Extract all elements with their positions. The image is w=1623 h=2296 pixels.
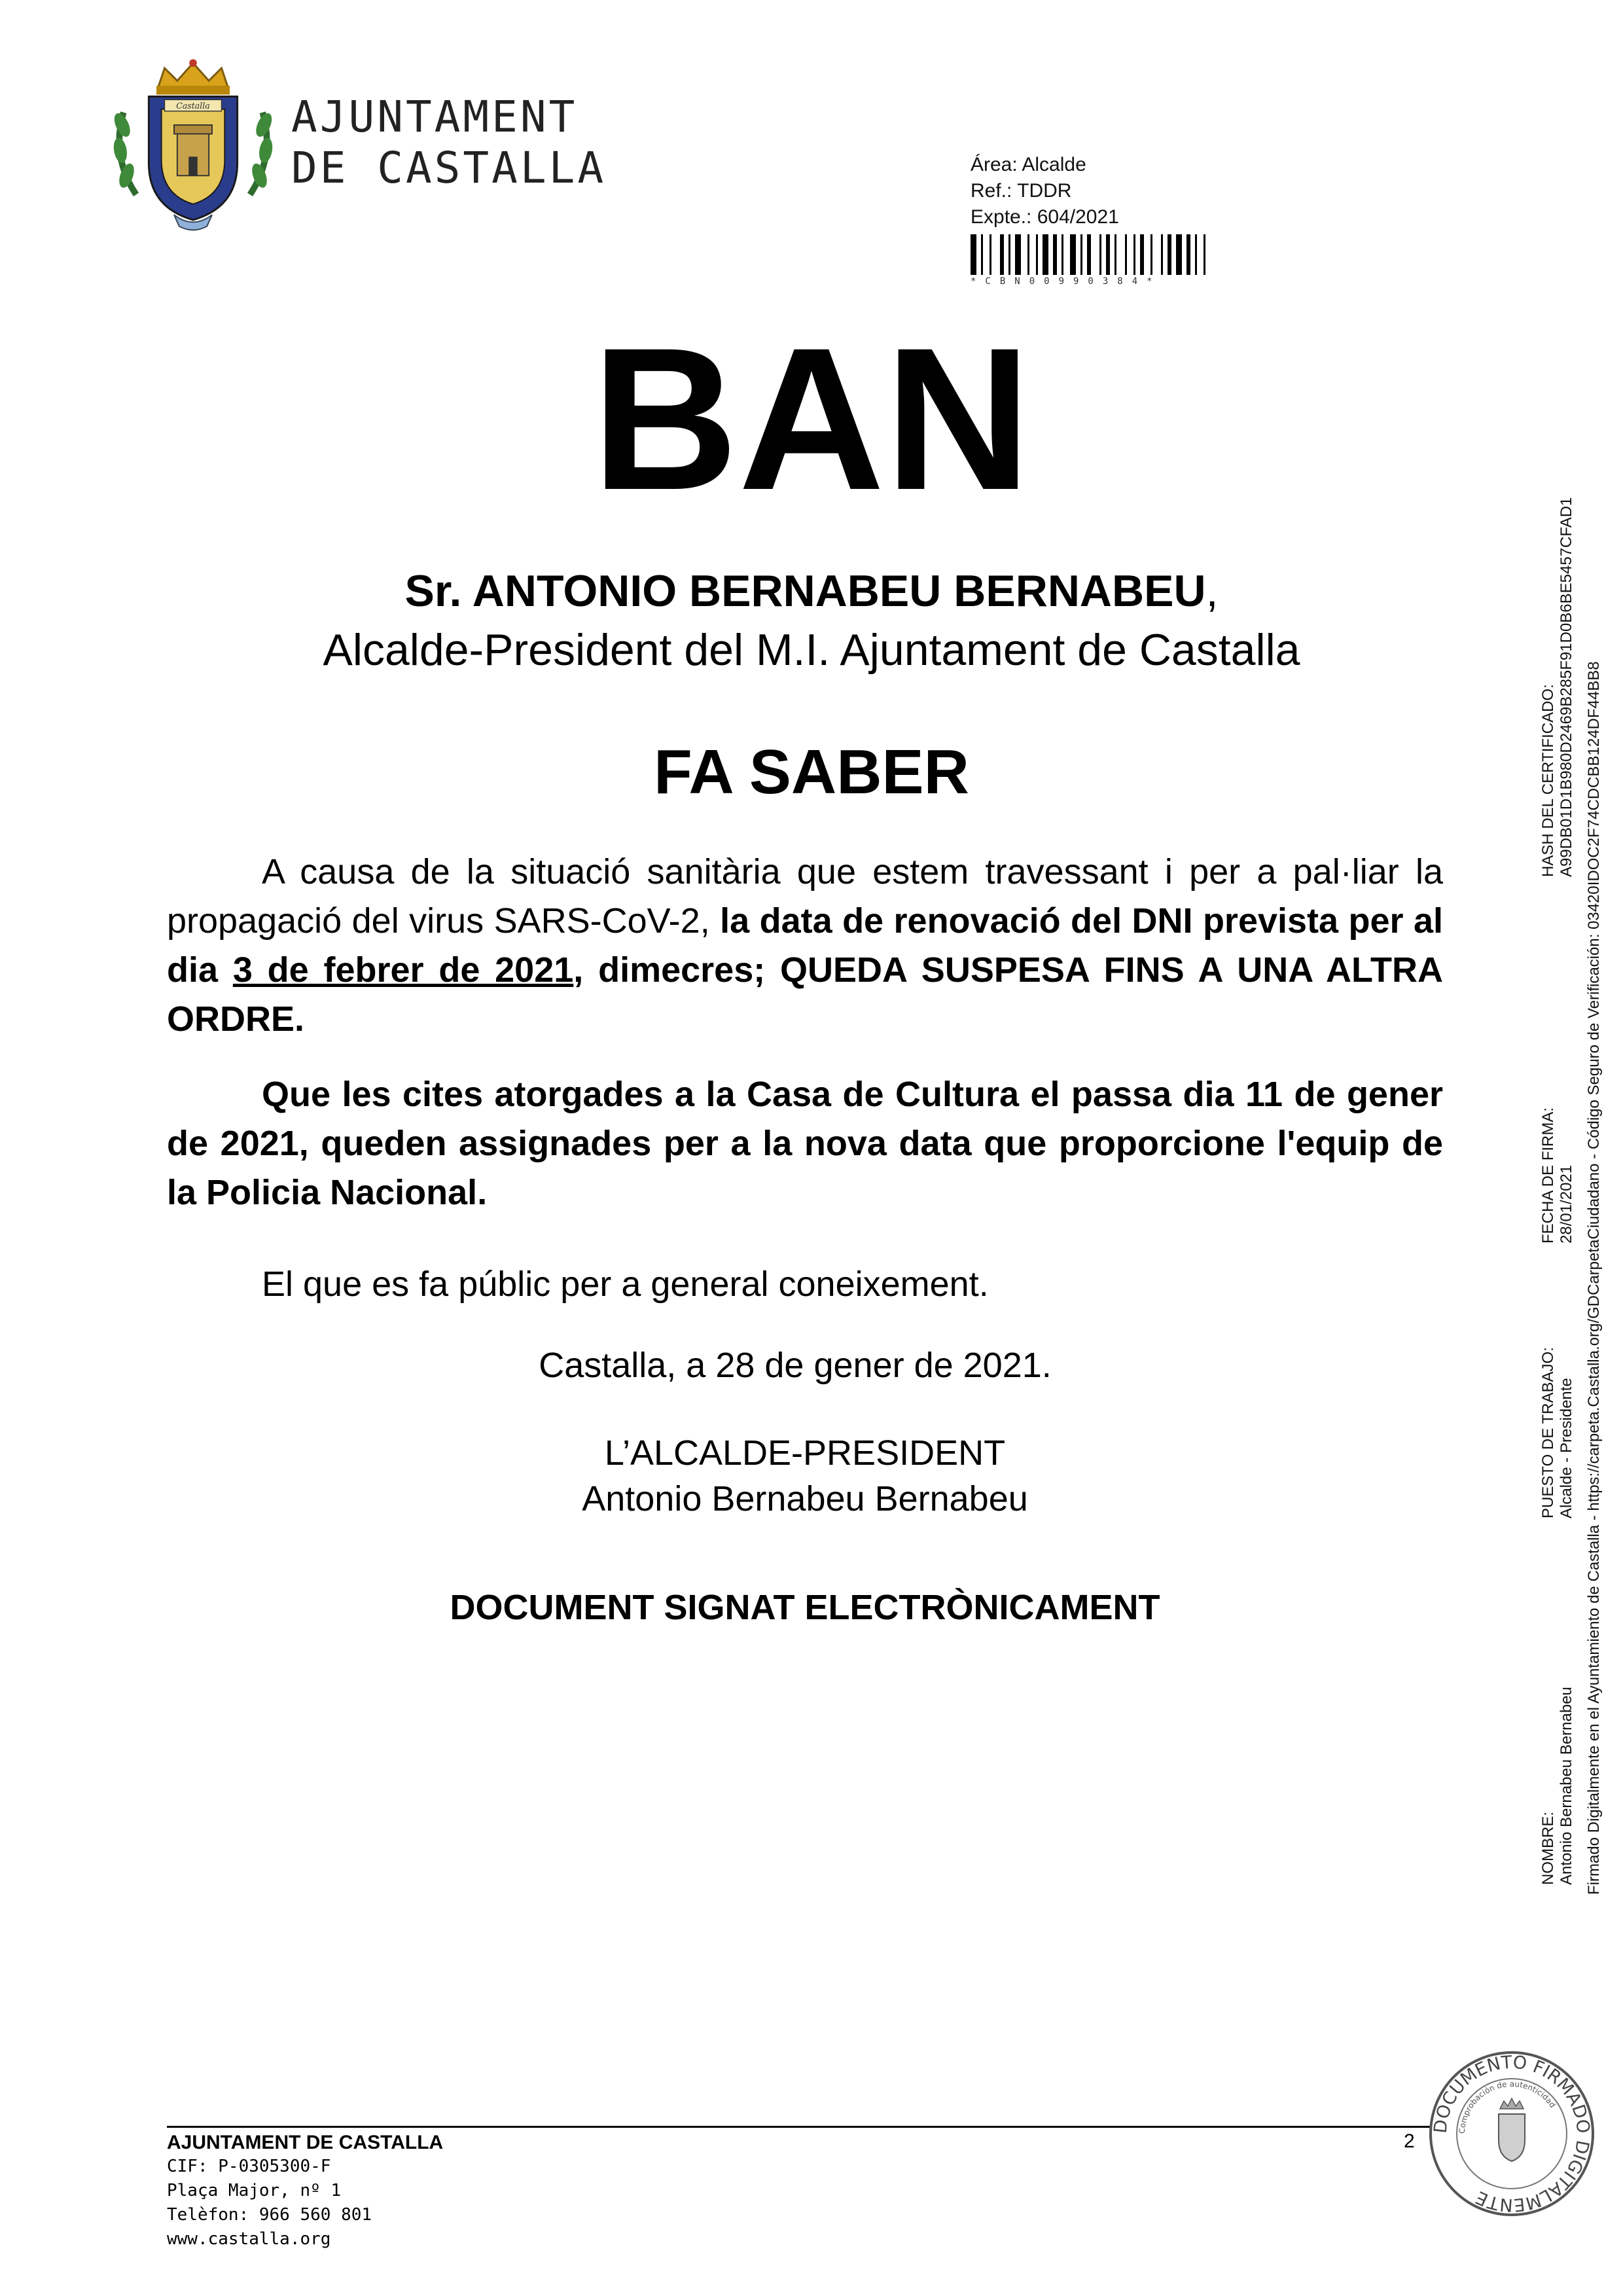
barcode-bar bbox=[1168, 234, 1171, 275]
signer-name: Antonio Bernabeu Bernabeu bbox=[582, 1479, 1028, 1518]
paragraph-1-intro: A causa de la situació sanitària que estem travessant i per a pal·liar la propagació del virus SARS-CoV-2, bbox=[167, 852, 1443, 941]
hash-label: HASH DEL CERTIFICADO: bbox=[1539, 684, 1557, 877]
place-date: Castalla, a 28 de gener de 2021. bbox=[539, 1346, 1052, 1385]
ref-label: Ref.: TDDR bbox=[971, 180, 1072, 202]
footer-cif: CIF: P-0305300-F bbox=[167, 2157, 331, 2176]
signature-date-value: 28/01/2021 bbox=[1558, 1164, 1575, 1244]
logo-banner-text: Castalla bbox=[176, 100, 210, 111]
announcement-heading: FA SABER bbox=[654, 737, 969, 807]
barcode-bar bbox=[1161, 234, 1163, 275]
document-title: BAN bbox=[592, 305, 1031, 532]
signer-name-block bbox=[1539, 1687, 1576, 1885]
paragraph-1 bbox=[167, 848, 1443, 1044]
footer-divider bbox=[167, 2126, 1430, 2128]
job-position-label: PUESTO DE TRABAJO: bbox=[1539, 1347, 1557, 1518]
barcode-bar bbox=[1176, 234, 1182, 275]
barcode-bar bbox=[971, 234, 976, 275]
footer-address: Plaça Major, nº 1 bbox=[167, 2181, 342, 2200]
organization-name bbox=[291, 92, 606, 194]
verification-text: Firmado Digitalmente en el Ayuntamiento de Castalla - https://carpeta.Castalla.org/GDCarpetaCiudadano - Código Seguro de Verificación: 03420IDOC2F74CDCBB124DF44BB8 bbox=[1585, 661, 1603, 1895]
barcode-bar bbox=[1008, 234, 1010, 275]
barcode-bar bbox=[1080, 234, 1082, 275]
barcode-text: *CBN00990384* bbox=[971, 276, 1162, 287]
signature-date-label: FECHA DE FIRMA: bbox=[1539, 1107, 1557, 1244]
barcode-bar bbox=[1150, 234, 1152, 275]
barcode-bar bbox=[1125, 234, 1127, 275]
signature-date-block bbox=[1539, 1107, 1576, 1244]
signer-role: L’ALCALDE-PRESIDENT bbox=[604, 1433, 1006, 1473]
seal-inner-text: Comprobación de autenticidad bbox=[1457, 2079, 1558, 2134]
barcode-bar bbox=[1070, 234, 1076, 275]
signed-electronically-note: DOCUMENT SIGNAT ELECTRÒNICAMENT bbox=[450, 1588, 1160, 1627]
footer-phone: Telèfon: 966 560 801 bbox=[167, 2205, 372, 2225]
issuer-title: Alcalde-President del M.I. Ajuntament de Castalla bbox=[323, 625, 1300, 675]
barcode-bar bbox=[1000, 234, 1004, 275]
expte-label: Expte.: 604/2021 bbox=[971, 206, 1119, 228]
castalla-coat-of-arms-logo bbox=[98, 49, 288, 239]
barcode-bar bbox=[1087, 234, 1091, 275]
barcode-bar bbox=[1043, 234, 1048, 275]
signer-name-label: NOMBRE: bbox=[1539, 1811, 1557, 1885]
verification-block bbox=[1585, 661, 1603, 1895]
hash-certificate-block bbox=[1539, 497, 1576, 877]
paragraph-1-date: 3 de febrer de 2021 bbox=[232, 950, 574, 990]
barcode-bar bbox=[1099, 234, 1101, 275]
signer-name-value: Antonio Bernabeu Bernabeu bbox=[1558, 1687, 1575, 1885]
footer-org: AJUNTAMENT DE CASTALLA bbox=[167, 2132, 444, 2153]
issuer-name: Sr. ANTONIO BERNABEU BERNABEU bbox=[404, 566, 1206, 616]
barcode-bar bbox=[1053, 234, 1057, 275]
issuer-comma: , bbox=[1205, 566, 1219, 616]
barcode-bar bbox=[1106, 234, 1110, 275]
barcode-bar bbox=[1036, 234, 1038, 275]
barcode-bar bbox=[1133, 234, 1135, 275]
barcode-bar bbox=[1115, 234, 1116, 275]
barcode-bar bbox=[1015, 234, 1021, 275]
barcode-bar bbox=[1140, 234, 1144, 275]
organization-name-line1: AJUNTAMENT bbox=[291, 92, 578, 142]
barcode-bar bbox=[990, 234, 991, 275]
barcode-bar bbox=[1186, 234, 1190, 275]
digital-signature-seal bbox=[1427, 2049, 1597, 2219]
barcode-bar bbox=[1195, 234, 1197, 275]
barcode-bar bbox=[1061, 234, 1063, 275]
footer-web: www.castalla.org bbox=[167, 2229, 331, 2249]
barcode-bar bbox=[1204, 234, 1205, 275]
paragraph-2: Que les cites atorgades a la Casa de Cultura el passa dia 11 de gener de 2021, queden assignades per a la nova data que proporcione l'equip de la Policia Nacional. bbox=[167, 1075, 1443, 1212]
barcode bbox=[971, 234, 1245, 280]
area-label: Área: Alcalde bbox=[971, 154, 1086, 175]
page-number: 2 bbox=[1404, 2130, 1415, 2152]
paragraph-1-bold: la data de renovació del DNI prevista per al dia bbox=[167, 901, 1443, 990]
barcode-bar bbox=[1027, 234, 1029, 275]
footer-contact bbox=[167, 2130, 443, 2251]
organization-name-line2: DE CASTALLA bbox=[291, 143, 607, 193]
hash-value: A99DB01D1B980D2469B285F91D0B6BE5457CFAD1 bbox=[1558, 497, 1575, 877]
paragraph-1-suspension: , dimecres; QUEDA SUSPESA FINS A UNA ALTRA ORDRE. bbox=[167, 950, 1443, 1039]
paragraph-3: El que es fa públic per a general coneixement. bbox=[262, 1265, 989, 1304]
barcode-bar bbox=[981, 234, 983, 275]
reference-block bbox=[971, 152, 1119, 230]
job-position-block bbox=[1539, 1347, 1576, 1518]
job-position-value: Alcalde - Presidente bbox=[1558, 1378, 1575, 1518]
issuer-block bbox=[0, 562, 1623, 679]
seal-outer-text: DOCUMENTO FIRMADO DIGITALMENTE bbox=[1430, 2052, 1594, 2215]
